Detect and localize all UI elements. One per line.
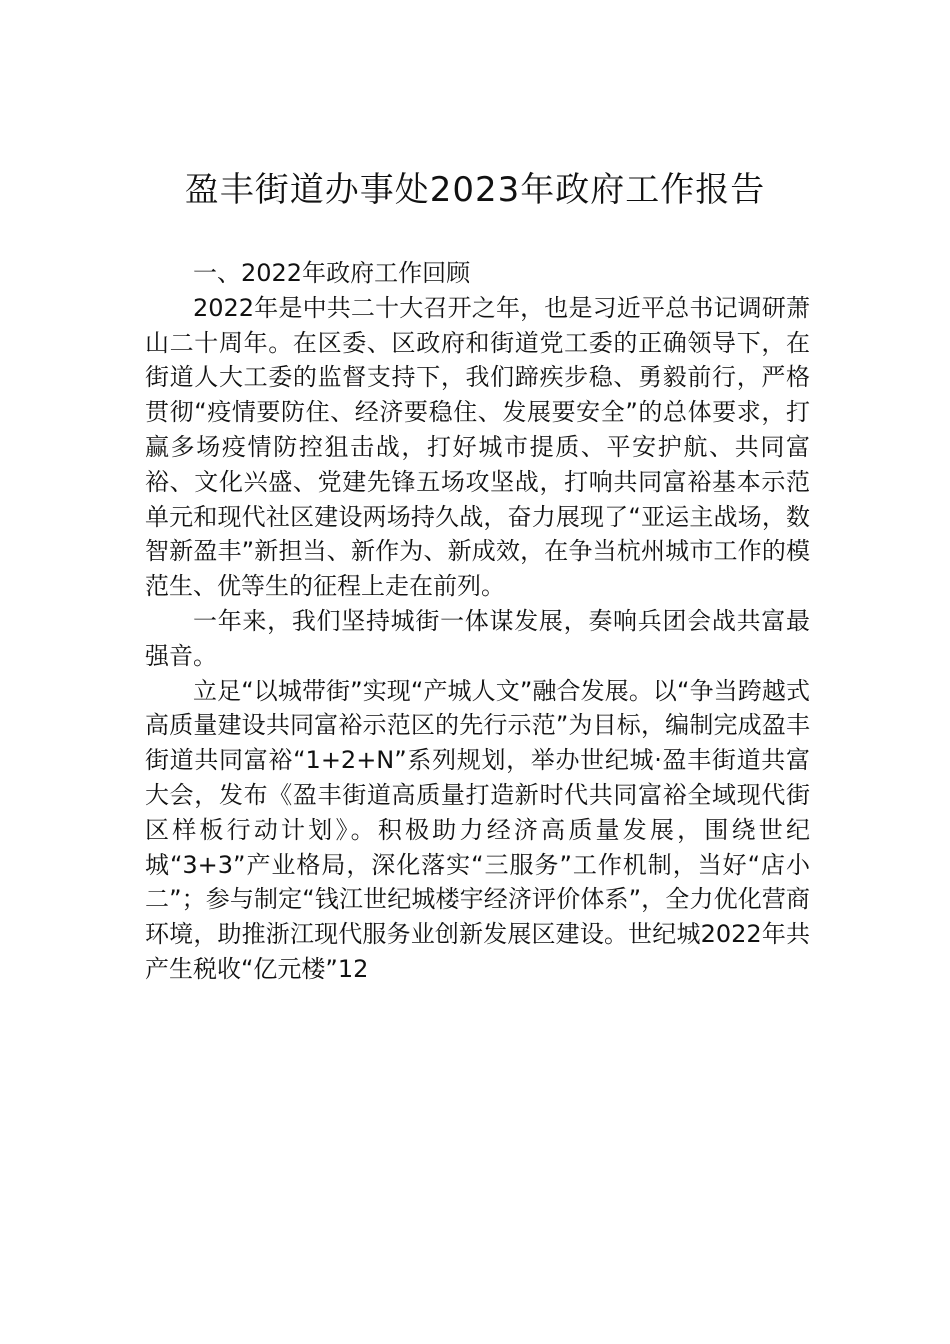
paragraph-3: 立足“以城带街”实现“产城人文”融合发展。以“争当跨越式高质量建设共同富裕示范区的先行示范”为目标，编制完成盈丰街道共同富裕“1+2+N”系列规划，举办世纪城·盈丰街道共富大会，发布《盈丰街道高质量打造新时代共同富裕全域现代街区样板行动计划》。积极助力经济高质量发展，围绕世纪城“3+3”产业格局，深化落实“三服务”工作机制，当好“店小二”；参与制定“钱江世纪城楼宇经济评价体系”，全力优化营商环境，助推浙江现代服务业创新发展区建设。世纪城2022年共产生税收“亿元楼”12 [145, 676, 810, 983]
document-body [145, 256, 810, 987]
section-heading: 一、2022年政府工作回顾 [193, 259, 471, 287]
paragraph-1: 2022年是中共二十大召开之年，也是习近平总书记调研萧山二十周年。在区委、区政府和街道党工委的正确领导下，在街道人大工委的监督支持下，我们蹄疾步稳、勇毅前行，严格贯彻“疫情要防住、经济要稳住、发展要安全”的总体要求，打赢多场疫情防控狙击战，打好城市提质、平安护航、共同富裕、文化兴盛、党建先锋五场攻坚战，打响共同富裕基本示范单元和现代社区建设两场持久战，奋力展现了“亚运主战场，数智新盈丰”新担当、新作为、新成效，在争当杭州城市工作的模范生、优等生的征程上走在前列。 [145, 293, 810, 601]
document-title: 盈丰街道办事处2023年政府工作报告 [184, 170, 766, 210]
paragraph-2: 一年来，我们坚持城街一体谋发展，奏响兵团会战共富最强音。 [145, 606, 810, 670]
